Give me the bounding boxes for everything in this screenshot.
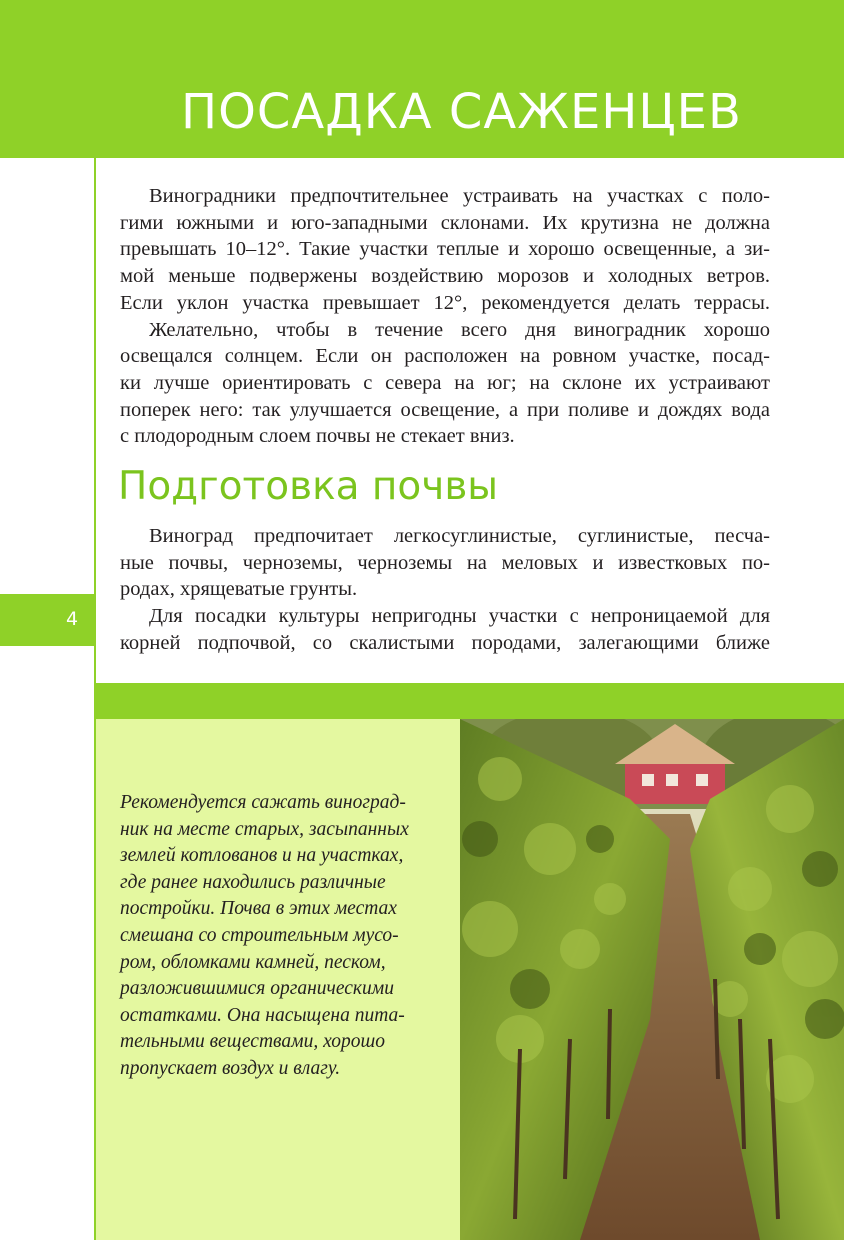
tip-line: тельными веществами, хорошо xyxy=(120,1031,385,1053)
tip-line: ром, обломками камней, песком, xyxy=(120,951,386,973)
text-line: Виноград предпочитает легкосуглинистые, суглинистые, песча- xyxy=(149,525,770,547)
text-line: Если уклон участка превышает 12°, рекомендуется делать террасы. xyxy=(120,291,770,314)
page-title: ПОСАДКА САЖЕНЦЕВ xyxy=(181,84,742,140)
text-line: ные почвы, черноземы, черноземы на меловых и известковых по- xyxy=(120,551,770,574)
tip-line: постройки. Почва в этих местах xyxy=(120,898,397,920)
text-line: Желательно, чтобы в течение всего дня виноградник хорошо xyxy=(149,318,770,341)
text-line: Виноградники предпочтительнее устраивать на участках с поло- xyxy=(149,185,770,207)
paragraph xyxy=(120,603,770,656)
tip-line: землей котлованов и на участках, xyxy=(120,845,404,867)
header-bar xyxy=(0,0,844,158)
text-line: с плодородным слоем почвы не стекает вниз. xyxy=(120,425,515,448)
page-number: 4 xyxy=(66,608,79,630)
text-line: освещался солнцем. Если он расположен на ровном участке, посад- xyxy=(120,345,770,368)
text-line: поперек него: так улучшается освещение, а при поливе и дождях вода xyxy=(120,398,770,421)
text-line: ки лучше ориентировать с севера на юг; на склоне их устраивают xyxy=(120,371,770,394)
text-line: гими южными и юго-западными склонами. Их крутизна не должна xyxy=(120,211,770,234)
paragraph xyxy=(120,523,770,603)
tip-line: остатками. Она насыщена пита- xyxy=(120,1004,405,1026)
soil-text xyxy=(120,523,770,657)
section-heading: Подготовка почвы xyxy=(118,464,499,509)
text-line: превышать 10–12°. Такие участки теплые и хорошо освещенные, а зи- xyxy=(120,238,770,261)
tip-text xyxy=(120,790,450,1083)
tip-line: ник на месте старых, засыпанных xyxy=(120,818,409,840)
text-line: мой меньше подвержены воздействию морозов и холодных ветров. xyxy=(120,265,770,288)
vineyard-photo xyxy=(460,719,844,1240)
page-number-tab xyxy=(0,594,96,646)
text-line: родах, хрящеватые грунты. xyxy=(120,578,358,601)
paragraph xyxy=(120,183,770,317)
tip-line: Рекомендуется сажать виноград- xyxy=(120,792,406,813)
paragraph xyxy=(120,317,770,451)
tip-line: пропускает воздух и влагу. xyxy=(120,1057,341,1079)
text-line: Для посадки культуры непригодны участки с непроницаемой для xyxy=(149,605,770,628)
section-divider-bar xyxy=(94,683,844,719)
text-line: корней подпочвой, со скалистыми породами, залегающими ближе xyxy=(120,631,770,654)
tip-line: разложившимися органическими xyxy=(120,978,394,1000)
tip-line: где ранее находились различные xyxy=(120,871,386,893)
intro-text xyxy=(120,183,770,450)
tip-line: смешана со строительным мусо- xyxy=(120,924,399,946)
